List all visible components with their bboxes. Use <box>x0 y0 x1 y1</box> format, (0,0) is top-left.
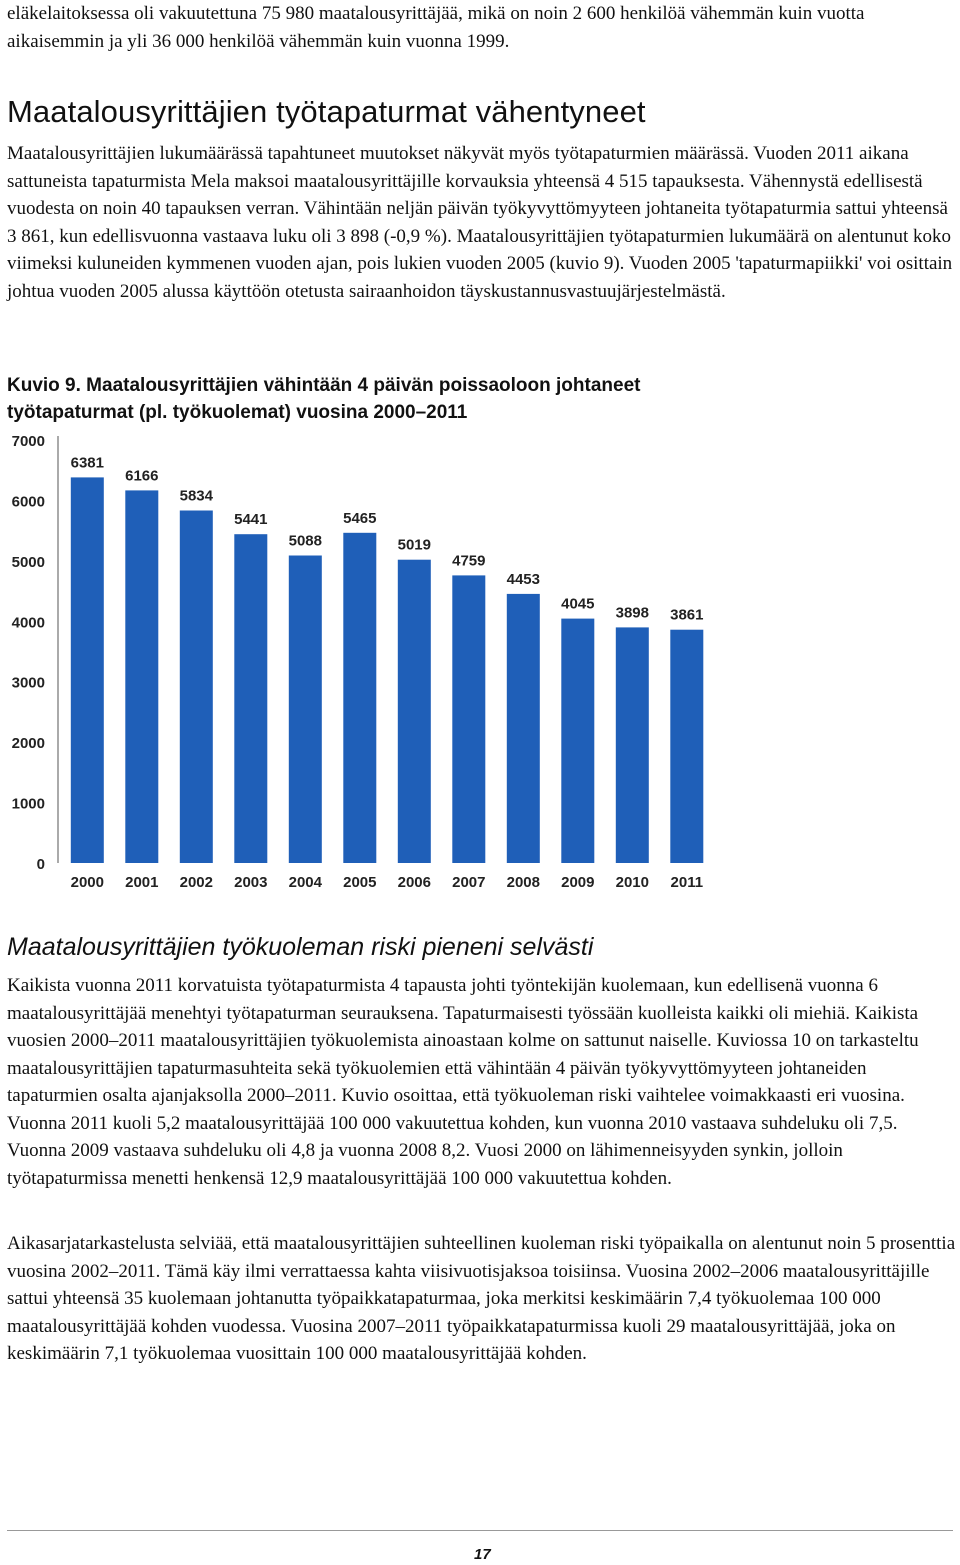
bar <box>289 556 322 864</box>
section-heading-accidents: Maatalousyrittäjien työtapaturmat vähentyneet <box>7 94 646 129</box>
x-tick-label: 2001 <box>125 874 159 891</box>
bar-value-label: 4045 <box>561 595 595 613</box>
x-tick-label: 2011 <box>670 874 704 891</box>
bar <box>561 619 594 863</box>
bar-value-label: 6166 <box>125 467 159 485</box>
bar-chart <box>0 426 720 896</box>
x-tick-label: 2007 <box>452 874 486 891</box>
bar-value-label: 6381 <box>70 454 104 472</box>
bar <box>71 477 104 863</box>
bar-value-label: 3898 <box>615 604 649 622</box>
bar <box>616 627 649 863</box>
x-axis-ticks <box>71 874 703 891</box>
bar-value-label: 4759 <box>452 552 486 570</box>
y-tick-label: 3000 <box>11 674 45 692</box>
page-number: 17 <box>474 1546 491 1563</box>
y-tick-label: 0 <box>36 856 45 873</box>
y-tick-label: 2000 <box>11 735 45 753</box>
bar <box>398 560 431 863</box>
bar-value-label: 5441 <box>234 511 268 529</box>
y-tick-label: 7000 <box>11 433 45 450</box>
x-tick-label: 2003 <box>234 874 268 891</box>
y-axis-ticks <box>12 433 45 873</box>
section-heading-death-risk: Maatalousyrittäjien työkuoleman riski pieneni selvästi <box>7 933 594 961</box>
bar-value-label: 5088 <box>288 532 322 550</box>
x-tick-label: 2008 <box>506 874 540 891</box>
bar <box>507 594 540 863</box>
intro-paragraph: eläkelaitoksessa oli vakuutettuna 75 980 maatalousyrittäjää, mikä on noin 2 600 henkilöä vähemmän kuin vuotta aikaisemmin ja yli 36 000 henkilöä vähemmän kuin vuonna 1999. <box>7 3 865 52</box>
bar <box>343 533 376 863</box>
x-tick-label: 2004 <box>288 874 322 891</box>
bar <box>125 490 158 863</box>
bar <box>452 575 485 863</box>
y-tick-label: 4000 <box>11 614 45 632</box>
bar <box>670 630 703 863</box>
figure-caption: Kuvio 9. Maatalousyrittäjien vähintään 4 päivän poissaoloon johtaneet työtapaturmat (pl. työkuolemat) vuosina 2000–2011 <box>7 375 641 423</box>
bar <box>180 511 213 864</box>
bars-group <box>71 477 704 863</box>
death-risk-paragraph-2: Aikasarjatarkastelusta selviää, että maatalousyrittäjien suhteellinen kuoleman riski työpaikalla on alentunut noin 5 prosenttia vuosina 2002–2011. Tämä käy ilmi verrattaessa kahta viisivuotisjaksoa toisiinsa. Vuosina 2002–2006 maatalousyrittäjille sattui yhteensä 35 kuolemaan johtanutta työpaikkatapaturmaa, joka merkitsi keskimäärin 7,4 työkuolemaa 100 000 maatalousyrittäjää kohden vuodessa. Vuosina 2007–2011 työpaikkatapaturmissa kuoli 29 maatalousyrittäjää, joka on keskimäärin 7,1 työkuolemaa vuosittain 100 000 maatalousyrittäjää kohden. <box>7 1233 956 1364</box>
x-tick-label: 2005 <box>343 874 377 891</box>
x-tick-label: 2000 <box>70 874 104 891</box>
bar <box>234 534 267 863</box>
y-tick-label: 5000 <box>11 553 45 571</box>
bar-labels-group <box>71 454 704 623</box>
footer-divider <box>7 1530 953 1531</box>
x-tick-label: 2006 <box>397 874 431 891</box>
bar-value-label: 5465 <box>343 509 377 527</box>
bar-value-label: 4453 <box>506 570 540 588</box>
y-tick-label: 1000 <box>11 795 45 813</box>
y-tick-label: 6000 <box>11 493 45 511</box>
bar-value-label: 5019 <box>397 536 431 554</box>
bar-value-label: 5834 <box>179 487 213 505</box>
x-tick-label: 2002 <box>179 874 213 891</box>
x-tick-label: 2010 <box>615 874 649 891</box>
accidents-paragraph: Maatalousyrittäjien lukumäärässä tapahtuneet muutokset näkyvät myös työtapaturmien määrässä. Vuoden 2011 aikana sattuneista tapaturmista Mela maksoi maatalousyrittäjille korvauksia yhteensä 4 515 tapauksesta. Vähennystä edellisestä vuodesta on noin 40 tapauksen verran. Vähintään neljän päivän työkyvyttömyyteen johtaneita työtapaturmia sattui yhteensä 3 861, kun edellisvuonna vastaava luku oli 3 898 (-0,9 %). Maatalousyrittäjien työtapaturmien lukumäärä on alentunut koko viimeksi kuluneiden kymmenen vuoden ajan, pois lukien vuoden 2005 (kuvio 9). Vuoden 2005 'tapaturmapiikki' voi osittain johtua vuoden 2005 alussa käyttöön otetusta sairaanhoidon täyskustannusvastuujärjestelmästä. <box>7 143 953 302</box>
x-tick-label: 2009 <box>561 874 595 891</box>
death-risk-paragraph-1: Kaikista vuonna 2011 korvatuista työtapaturmista 4 tapausta johti työntekijän kuolemaan, kun edellisenä vuonna 6 maatalousyrittäjää menehtyi työtapaturman seurauksena. Tapaturmaisesti työssään kuolleista kaikki oli miehiä. Kaikista vuosien 2000–2011 maatalousyrittäjien työkuolemista ainoastaan kolme on sattunut naiselle. Kuviossa 10 on tarkasteltu maatalousyrittäjien tapaturmasuhteita sekä työkuolemien että vähintään 4 päivän työkyvyttömyyteen johtaneiden tapaturmien osalta ajanjaksolla 2000–2011. Kuvio osoittaa, että työkuoleman riski vaihtelee voimakkaasti eri vuosina. Vuonna 2011 kuoli 5,2 maatalousyrittäjää 100 000 vakuutettua kohden, kun vuonna 2010 vastaava suhdeluku oli 7,5. Vuonna 2009 vastaava suhdeluku oli 4,8 ja vuonna 2008 8,2. Vuosi 2000 on lähimenneisyyden synkin, jolloin työtapaturmissa menetti henkensä 12,9 maatalousyrittäjää 100 000 vakuutettua kohden. <box>7 975 919 1189</box>
bar-value-label: 3861 <box>670 606 704 624</box>
